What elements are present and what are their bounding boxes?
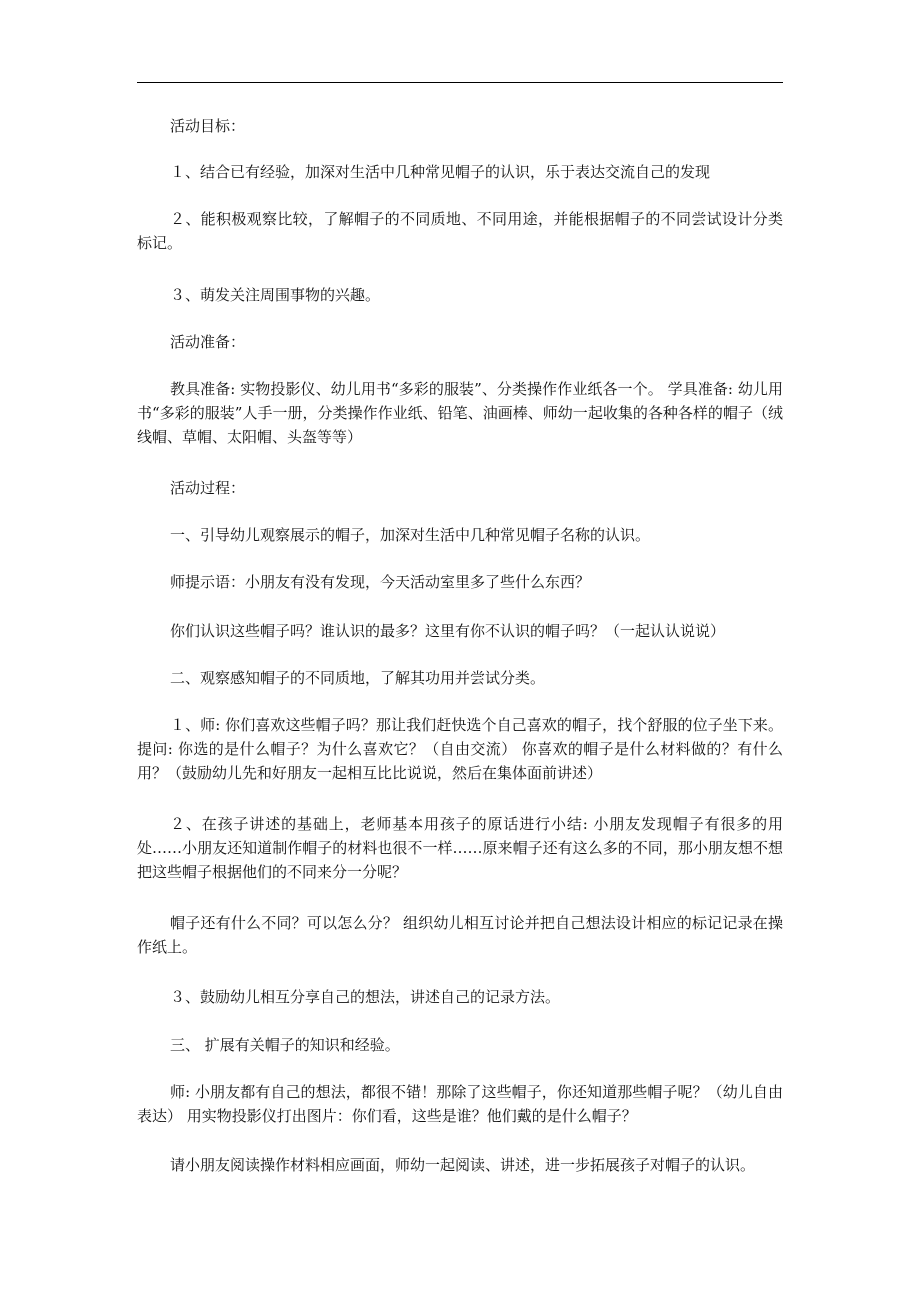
process-step-1: 一、引导幼儿观察展示的帽子，加深对生活中几种常见帽子名称的认识。 <box>170 526 651 544</box>
goal-item-3: ３、萌发关注周围事物的兴趣。 <box>170 286 381 304</box>
teacher-prompt: 师提示语：小朋友有没有发现，今天活动室里多了些什么东西？ <box>170 573 591 591</box>
section-heading-process: 活动过程： <box>170 479 246 497</box>
section-heading-goals: 活动目标： <box>170 117 246 135</box>
process-step-2-item-3: ３、鼓励幼儿相互分享自己的想法，讲述自己的记录方法。 <box>170 988 561 1006</box>
grouping-discussion: 帽子还有什么不同？可以怎么分？ 组织幼儿相互讨论并把自己想法设计相应的标记记录在操作纸上。 <box>137 914 783 956</box>
teacher-extension-talk: 师: 小朋友都有自己的想法，都很不错！那除了这些帽子，你还知道那些帽子呢？（幼儿自由表达） 用实物投影仪打出图片：你们看，这些是谁？他们戴的是什么帽子？ <box>137 1083 783 1125</box>
goal-item-2: ２、能积极观察比较，了解帽子的不同质地、不同用途，并能根据帽子的不同尝试设计分类标记。 <box>137 210 783 252</box>
process-step-2: 二、观察感知帽子的不同质地，了解其功用并尝试分类。 <box>170 669 546 687</box>
process-step-3: 三、 扩展有关帽子的知识和经验。 <box>170 1036 400 1054</box>
header-rule <box>137 82 783 83</box>
goal-item-1: １、结合已有经验，加深对生活中几种常见帽子的认识，乐于表达交流自己的发现 <box>170 163 711 181</box>
reading-activity: 请小朋友阅读操作材料相应画面，师幼一起阅读、讲述，进一步拓展孩子对帽子的认识。 <box>170 1156 756 1174</box>
teacher-questions: 你们认识这些帽子吗？谁认识的最多？这里有你不认识的帽子吗？（一起认认说说） <box>170 622 726 640</box>
section-heading-preparation: 活动准备： <box>170 333 246 351</box>
process-step-2-item-2: ２、在孩子讲述的基础上，老师基本用孩子的原话进行小结: 小朋友发现帽子有很多的用处……小朋友还知道制作帽子的材料也很不一样……原来帽子还有这么多的不同，那小朋友想不想把这些帽子根据他们的不同来分一分呢？ <box>137 815 783 881</box>
preparation-text: 教具准备: 实物投影仪、幼儿用书“多彩的服装”、分类操作作业纸各一个。 学具准备: 幼儿用书“多彩的服装”人手一册，分类操作作业纸、铅笔、油画棒、师幼一起收集的各种各样的帽子（绒线帽、草帽、太阳帽、头盔等等） <box>137 380 783 446</box>
process-step-2-item-1: １、师: 你们喜欢这些帽子吗？那让我们赶快选个自己喜欢的帽子，找个舒服的位子坐下来。 提问: 你选的是什么帽子？为什么喜欢它？（自由交流） 你喜欢的帽子是什么材料做的？有什么用？（鼓励幼儿先和好朋友一起相互比比说说，然后在集体面前讲述） <box>137 716 783 782</box>
